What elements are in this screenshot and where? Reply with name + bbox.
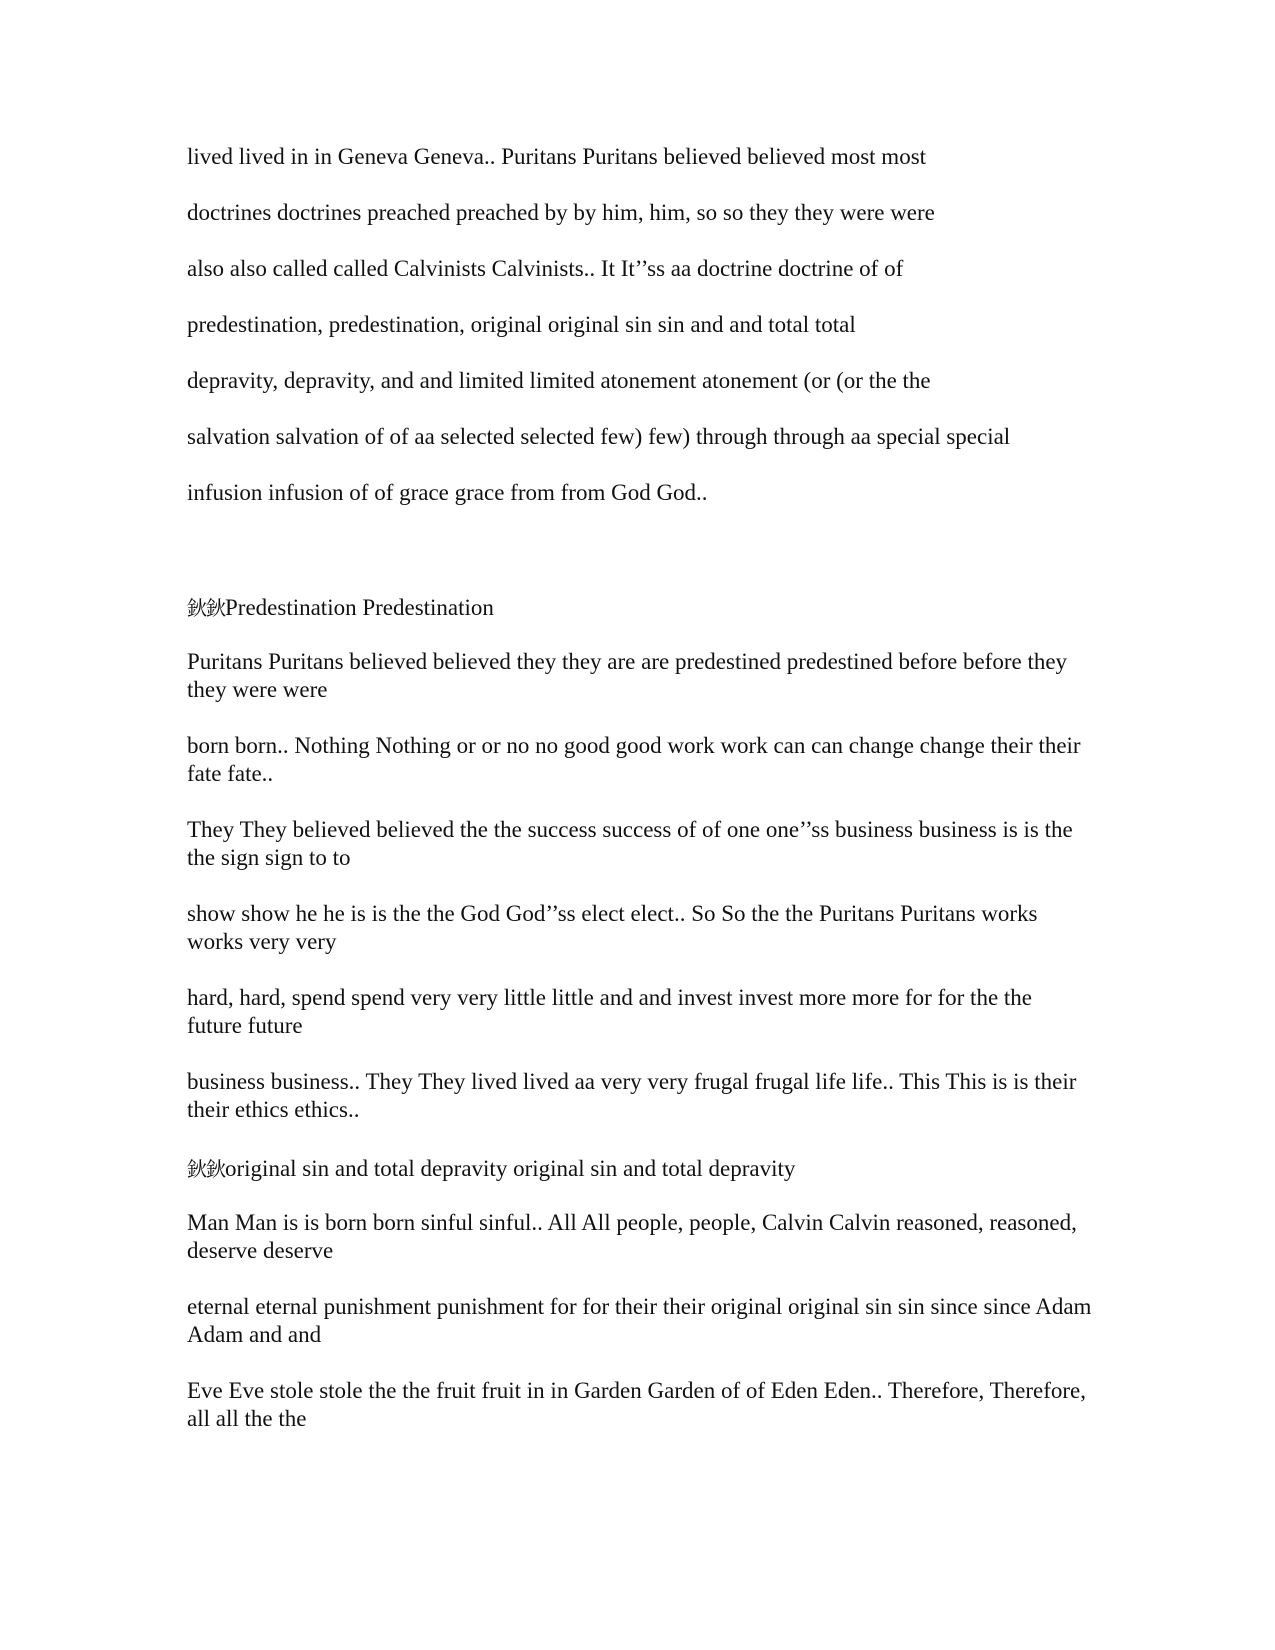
intro-line: depravity, depravity, and and limited limited atonement atonement (or (or the the [187,368,931,393]
intro-line: doctrines doctrines preached preached by by him, him, so so they they were were [187,200,935,225]
bullet-marker-icon: 鈥鈥 [187,1157,225,1181]
paragraph: born born.. Nothing Nothing or or no no good good work work can can change change their their fate fate.. [187,733,1081,786]
paragraph: Eve Eve stole stole the the fruit fruit in in Garden Garden of of Eden Eden.. Therefore, Therefore, all all the the [187,1378,1086,1431]
section-heading-predestination [187,592,1092,621]
paragraph: business business.. They They lived lived aa very very frugal frugal life life.. This This is is their their ethics ethics.. [187,1069,1077,1122]
paragraph: They They believed believed the the success success of of one one’’ss business business is is the the sign sign to to [187,817,1073,870]
bullet-marker-icon: 鈥鈥 [187,596,225,620]
section-heading-text: Predestination Predestination [225,595,494,620]
intro-line: also also called called Calvinists Calvinists.. It It’’ss aa doctrine doctrine of of [187,256,904,281]
paragraph: hard, hard, spend spend very very little little and and invest invest more more for for the the future future [187,985,1033,1038]
intro-line: lived lived in in Geneva Geneva.. Puritans Puritans believed believed most most [187,144,927,169]
section-heading-text: original sin and total depravity original sin and total depravity [225,1156,796,1181]
intro-line: salvation salvation of of aa selected selected few) few) through through aa special special [187,424,1011,449]
paragraph: Puritans Puritans believed believed they they are are predestined predestined before before they they were were [187,649,1068,702]
paragraph: eternal eternal punishment punishment for for their their original original sin sin since since Adam Adam and and [187,1294,1092,1347]
intro-line: infusion infusion of of grace grace from from God God.. [187,480,708,505]
paragraph: Man Man is is born born sinful sinful.. All All people, people, Calvin Calvin reasoned, reasoned, deserve deserve [187,1210,1077,1263]
intro-line: predestination, predestination, original original sin sin and and total total [187,312,856,337]
section-heading-original-sin [187,1153,1092,1182]
paragraph: show show he he is is the the God God’’ss elect elect.. So So the the Puritans Puritans works works very very [187,901,1038,954]
